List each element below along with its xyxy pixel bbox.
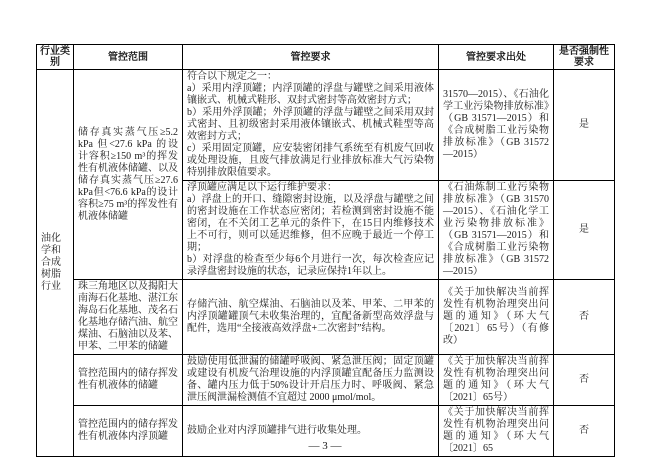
table-row: [37, 280, 615, 355]
table-row: [37, 355, 615, 406]
header-industry: 行业类别: [37, 45, 74, 70]
header-source: 管控要求出处: [439, 45, 554, 70]
cell-scope-row1: 储存真实蒸气压≥5.2 kPa 但<27.6 kPa 的设计容积≥150 m³的挥发性有机液体储罐、以及储存真实蒸气压≥27.6 kPa但<76.6 kPa的设计容积≥75 m³的挥发性有机液体储罐: [74, 70, 183, 280]
cell-source-row1: 31570—2015）、《石油化学工业污染物排放标准》（GB 31571—2015）和《合成树脂工业污染物排放标准》（GB 31572—2015）: [439, 70, 554, 181]
table-row: [37, 70, 615, 181]
cell-requirement-row4: 鼓励使用低泄漏的储罐呼吸阀、紧急泄压阀；固定顶罐或建设有机废气治理设施的内浮顶罐宜配备压力监测设备、罐内压力低于50%设计开启压力时、呼吸阀、紧急泄压阀泄漏检测值不宜超过 2000 μmol/mol。: [183, 355, 439, 406]
cell-scope-row5: 管控范围内的储存挥发性有机液体内浮顶罐: [74, 406, 183, 457]
cell-requirement-row5: 鼓励企业对内浮顶罐排气进行收集处理。: [183, 406, 439, 457]
cell-mandatory-row5: 否: [554, 406, 615, 457]
cell-source-row4: 《关于加快解决当前挥发性有机物治理突出问题的通知》（环大气〔2021〕65号）: [439, 355, 554, 406]
page-number: — 3 —: [308, 440, 342, 452]
header-requirement: 管控要求: [183, 45, 439, 70]
cell-mandatory-row3: 否: [554, 280, 615, 355]
header-mandatory: 是否强制性要求: [554, 45, 615, 70]
cell-scope-row4: 管控范围内的储存挥发性有机液体的储罐: [74, 355, 183, 406]
cell-scope-row3: 珠三角地区以及揭阳大南海石化基地、湛江东海岛石化基地、茂名石化基地存储汽油、航空煤油、石脑油以及苯、甲苯、二甲苯的储罐: [74, 280, 183, 355]
cell-source-row3: 《关于加快解决当前挥发性有机物治理突出问题的通知》（环大气〔2021〕65号）（有修改）: [439, 280, 554, 355]
header-scope: 管控范围: [74, 45, 183, 70]
cell-requirement-row2: 浮顶罐应满足以下运行维护要求： a）浮盘上的开口、缝隙密封设施，以及浮盘与罐壁之间的密封设施在工作状态应密闭；若检测到密封设施不能密闭，在不关闭工艺单元的条件下，在15日内维修技术上不可行，则可以延迟维修，但不应晚于最近一个停工期； b）对浮盘的检查至少每6个月进行一次，每次检查应记录浮盘密封设施的状态，记录应保持1年以上。: [183, 181, 439, 280]
cell-requirement-row1: 符合以下规定之一： a）采用内浮顶罐；内浮顶罐的浮盘与罐壁之间采用液体镶嵌式、机械式鞋形、双封式密封等高效密封方式； b）采用外浮顶罐；外浮顶罐的浮盘与罐壁之间采用双封式密封、且初级密封采用液体镶嵌式、机械式鞋型等高效密封方式； c）采用固定顶罐，应安装密闭排气系统至有机废气回收或处理设施，且废气排放满足行业排放标准大气污染物特别排放限值要求。: [183, 70, 439, 181]
table-header-row: [37, 45, 615, 70]
cell-mandatory-row1: 是: [554, 70, 615, 181]
cell-source-row2: 《石油炼制工业污染物排放标准》（GB 31570—2015）、《石油化学工业污染物排放标准》（GB 31571—2015）和《合成树脂工业污染物排放标准》（GB 31572—2015）: [439, 181, 554, 280]
cell-industry-category: 油化学和合成树脂行业: [37, 70, 74, 457]
cell-mandatory-row2: 是: [554, 181, 615, 280]
control-requirements-table: [36, 44, 615, 457]
cell-mandatory-row4: 否: [554, 355, 615, 406]
cell-source-row5: 《关于加快解决当前挥发性有机物治理突出问题的通知》（环大气〔2021〕65: [439, 406, 554, 457]
cell-requirement-row3: 存储汽油、航空煤油、石脑油以及苯、甲苯、二甲苯的内浮顶罐罐顶气未收集治理的，宜配备新型高效浮盘与配件，选用“全接液高效浮盘+二次密封”结构。: [183, 280, 439, 355]
